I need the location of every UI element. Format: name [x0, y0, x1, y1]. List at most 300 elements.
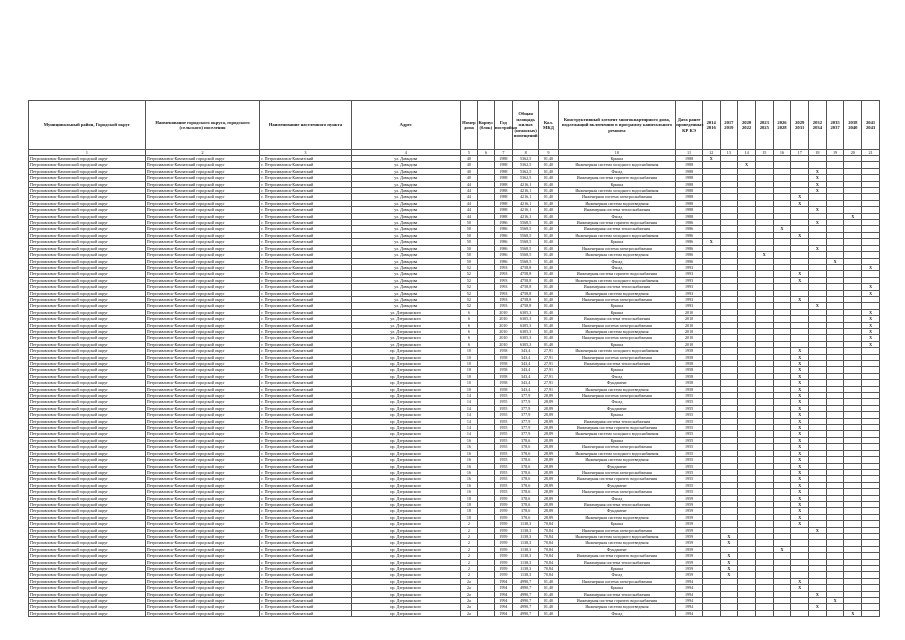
repair-mark: X [720, 533, 738, 539]
prev-repair-cell: 1955 [676, 469, 703, 475]
repair-mark: X [809, 175, 827, 181]
area-cell: 5568,5 [512, 258, 539, 264]
settlement-cell: г. Петропавловск-Камчатский [260, 162, 351, 168]
district-cell: Петропавловск-Камчатский городской округ [29, 514, 146, 520]
prev-repair-cell: 1994 [676, 578, 703, 584]
element-cell: Крыша [558, 181, 676, 187]
settlement-cell: г. Петропавловск-Камчатский [260, 546, 351, 552]
area-cell: 5568,5 [512, 245, 539, 251]
year-cell: 1955 [494, 476, 512, 482]
period-cell [862, 610, 880, 616]
repair-mark: X [862, 309, 880, 315]
municipality-cell: Петропавловск-Камчатский городской округ [145, 425, 260, 431]
mkd-cell: 27,91 [539, 367, 558, 373]
area-cell: 5568,5 [512, 226, 539, 232]
column-number: 19 [826, 150, 844, 156]
address-cell: пр. Дзержинского [351, 591, 460, 597]
municipality-cell: Петропавловск-Камчатский городской округ [145, 412, 260, 418]
house-cell: 16 [460, 476, 477, 482]
prev-repair-cell: 2010 [676, 328, 703, 334]
mkd-cell: 28,89 [539, 514, 558, 520]
district-cell: Петропавловск-Камчатский городской округ [29, 533, 146, 539]
municipality-cell: Петропавловск-Камчатский городской округ [145, 322, 260, 328]
address-cell: пр. Дзержинского [351, 412, 460, 418]
element-cell: Крыша [558, 521, 676, 527]
municipality-cell: Петропавловск-Камчатский городской округ [145, 367, 260, 373]
district-cell: Петропавловск-Камчатский городской округ [29, 373, 146, 379]
settlement-cell: г. Петропавловск-Камчатский [260, 328, 351, 334]
mkd-cell: 28,89 [539, 425, 558, 431]
column-number: 14 [738, 150, 756, 156]
prev-repair-cell: 1959 [676, 553, 703, 559]
municipality-cell: Петропавловск-Камчатский городской округ [145, 258, 260, 264]
prev-repair-cell: 2010 [676, 322, 703, 328]
address-cell: ул. Давыдова [351, 252, 460, 258]
repair-mark: X [862, 264, 880, 270]
year-cell: 1959 [494, 501, 512, 507]
municipality-cell: Петропавловск-Камчатский городской округ [145, 361, 260, 367]
settlement-cell: г. Петропавловск-Камчатский [260, 156, 351, 162]
repair-mark: X [862, 328, 880, 334]
mkd-cell: 70,84 [539, 559, 558, 565]
column-number: 13 [720, 150, 738, 156]
house-cell: 52 [460, 277, 477, 283]
mkd-cell: 01,40 [539, 341, 558, 347]
address-cell: ул. Дзержинского [351, 322, 460, 328]
period-cell [791, 610, 809, 616]
house-cell: 50 [460, 232, 477, 238]
year-cell: 1988 [494, 200, 512, 206]
column-number: 11 [676, 150, 703, 156]
mkd-cell: 01,40 [539, 271, 558, 277]
settlement-cell: г. Петропавловск-Камчатский [260, 303, 351, 309]
district-cell: Петропавловск-Камчатский городской округ [29, 431, 146, 437]
municipality-cell: Петропавловск-Камчатский городской округ [145, 418, 260, 424]
prev-repair-cell: 1993 [676, 271, 703, 277]
repair-mark: X [720, 559, 738, 565]
district-cell: Петропавловск-Камчатский городской округ [29, 252, 146, 258]
area-cell: 5568,5 [512, 232, 539, 238]
house-cell: 6 [460, 322, 477, 328]
municipality-cell: Петропавловск-Камчатский городской округ [145, 489, 260, 495]
element-cell: Фундамент [558, 482, 676, 488]
repair-mark: X [791, 501, 809, 507]
mkd-cell: 28,89 [539, 495, 558, 501]
element-cell: Инженерная система водоотведения [558, 328, 676, 334]
mkd-cell: 01,40 [539, 316, 558, 322]
municipality-cell: Петропавловск-Камчатский городской округ [145, 213, 260, 219]
settlement-cell: г. Петропавловск-Камчатский [260, 578, 351, 584]
year-cell: 1955 [494, 444, 512, 450]
repair-mark: X [791, 412, 809, 418]
element-cell: Крыша [558, 341, 676, 347]
mkd-cell: 28,89 [539, 393, 558, 399]
prev-repair-cell: 1959 [676, 533, 703, 539]
address-cell: ул. Давыдова [351, 277, 460, 283]
settlement-cell: г. Петропавловск-Камчатский [260, 418, 351, 424]
settlement-cell: г. Петропавловск-Камчатский [260, 220, 351, 226]
area-cell: 377,9 [512, 418, 539, 424]
prev-repair-cell: 1958 [676, 367, 703, 373]
house-cell: 50 [460, 239, 477, 245]
settlement-cell: г. Петропавловск-Камчатский [260, 489, 351, 495]
header-period-1: 2014 2016 [702, 101, 720, 150]
prev-repair-cell: 1988 [676, 168, 703, 174]
prev-repair-cell: 1993 [676, 277, 703, 283]
prev-repair-cell: 1959 [676, 508, 703, 514]
municipality-cell: Петропавловск-Камчатский городской округ [145, 264, 260, 270]
settlement-cell: г. Петропавловск-Камчатский [260, 469, 351, 475]
district-cell: Петропавловск-Камчатский городской округ [29, 489, 146, 495]
municipality-cell: Петропавловск-Камчатский городской округ [145, 540, 260, 546]
repair-mark: X [791, 380, 809, 386]
municipality-cell: Петропавловск-Камчатский городской округ [145, 316, 260, 322]
year-cell: 1958 [494, 361, 512, 367]
prev-repair-cell: 1988 [676, 207, 703, 213]
district-cell: Петропавловск-Камчатский городской округ [29, 303, 146, 309]
settlement-cell: г. Петропавловск-Камчатский [260, 540, 351, 546]
district-cell: Петропавловск-Камчатский городской округ [29, 296, 146, 302]
address-cell: ул. Давыдова [351, 296, 460, 302]
municipality-cell: Петропавловск-Камчатский городской округ [145, 245, 260, 251]
house-cell: 16 [460, 463, 477, 469]
prev-repair-cell: 1955 [676, 399, 703, 405]
district-cell: Петропавловск-Камчатский городской округ [29, 425, 146, 431]
area-cell: 5568,5 [512, 252, 539, 258]
settlement-cell: г. Петропавловск-Камчатский [260, 290, 351, 296]
element-cell: Крыша [558, 156, 676, 162]
element-cell: Фундамент [558, 463, 676, 469]
address-cell: пр. Дзержинского [351, 482, 460, 488]
address-cell: ул. Давыдова [351, 290, 460, 296]
header-municipality: Наименование городского округа, городского (сельского) поселения [145, 101, 260, 150]
settlement-cell: г. Петропавловск-Камчатский [260, 399, 351, 405]
period-cell [809, 610, 827, 616]
header-period-2: 2017 2019 [720, 101, 738, 150]
period-cell [702, 610, 720, 616]
district-cell: Петропавловск-Камчатский городской округ [29, 495, 146, 501]
municipality-cell: Петропавловск-Камчатский городской округ [145, 207, 260, 213]
prev-repair-cell: 1993 [676, 284, 703, 290]
settlement-cell: г. Петропавловск-Камчатский [260, 226, 351, 232]
district-cell: Петропавловск-Камчатский городской округ [29, 162, 146, 168]
repair-mark: X [791, 463, 809, 469]
area-cell: 378,6 [512, 482, 539, 488]
mkd-cell: 28,89 [539, 489, 558, 495]
district-cell: Петропавловск-Камчатский городской округ [29, 566, 146, 572]
year-cell: 1994 [494, 578, 512, 584]
settlement-cell: г. Петропавловск-Камчатский [260, 168, 351, 174]
settlement-cell: г. Петропавловск-Камчатский [260, 348, 351, 354]
settlement-cell: г. Петропавловск-Камчатский [260, 181, 351, 187]
settlement-cell: г. Петропавловск-Камчатский [260, 175, 351, 181]
district-cell: Петропавловск-Камчатский городской округ [29, 585, 146, 591]
mkd-cell: 01,40 [539, 181, 558, 187]
address-cell: ул. Давыдова [351, 303, 460, 309]
prev-repair-cell: 1986 [676, 245, 703, 251]
column-number: 10 [558, 150, 676, 156]
house-cell: 40 [460, 175, 477, 181]
repair-mark: X [862, 284, 880, 290]
year-cell: 1988 [494, 213, 512, 219]
prev-repair-cell: 1988 [676, 156, 703, 162]
year-cell: 2010 [494, 322, 512, 328]
year-cell: 1955 [494, 418, 512, 424]
area-cell: 4216,1 [512, 181, 539, 187]
header-row [29, 101, 880, 150]
repair-mark: X [809, 245, 827, 251]
address-cell: ул. Дзержинского [351, 335, 460, 341]
period-cell [773, 610, 791, 616]
mkd-cell: 70,84 [539, 566, 558, 572]
municipality-cell: Петропавловск-Камчатский городской округ [145, 437, 260, 443]
area-cell: 4758,8 [512, 290, 539, 296]
prev-repair-cell: 1955 [676, 489, 703, 495]
element-cell: Крыша [558, 585, 676, 591]
house-cell: 16 [460, 444, 477, 450]
house-cell: 44 [460, 181, 477, 187]
municipality-cell: Петропавловск-Камчатский городской округ [145, 463, 260, 469]
district-cell: Петропавловск-Камчатский городской округ [29, 168, 146, 174]
area-cell: 378,6 [512, 489, 539, 495]
house-cell: 14 [460, 425, 477, 431]
district-cell: Петропавловск-Камчатский городской округ [29, 457, 146, 463]
element-cell: Инженерная система электроснабжения [558, 194, 676, 200]
municipality-cell: Петропавловск-Камчатский городской округ [145, 290, 260, 296]
settlement-cell: г. Петропавловск-Камчатский [260, 296, 351, 302]
year-cell: 1955 [494, 482, 512, 488]
settlement-cell: г. Петропавловск-Камчатский [260, 277, 351, 283]
district-cell: Петропавловск-Камчатский городской округ [29, 207, 146, 213]
address-cell: пр. Дзержинского [351, 578, 460, 584]
district-cell: Петропавловск-Камчатский городской округ [29, 290, 146, 296]
municipality-cell: Петропавловск-Камчатский городской округ [145, 431, 260, 437]
year-cell: 1955 [494, 412, 512, 418]
settlement-cell: г. Петропавловск-Камчатский [260, 386, 351, 392]
element-cell: Инженерная система горячего водоснабжения [558, 220, 676, 226]
area-cell: 6305,3 [512, 335, 539, 341]
house-cell: 18 [460, 495, 477, 501]
municipality-cell: Петропавловск-Камчатский городской округ [145, 405, 260, 411]
address-cell: ул. Давыдова [351, 264, 460, 270]
mkd-cell: 01,40 [539, 220, 558, 226]
settlement-cell: г. Петропавловск-Камчатский [260, 553, 351, 559]
repair-mark: X [791, 457, 809, 463]
element-cell: Инженерная система холодного водоснабжения [558, 162, 676, 168]
house-cell: 16 [460, 482, 477, 488]
district-cell: Петропавловск-Камчатский городской округ [29, 309, 146, 315]
element-cell: Крыша [558, 437, 676, 443]
district-cell: Петропавловск-Камчатский городской округ [29, 226, 146, 232]
year-cell: 1988 [494, 188, 512, 194]
mkd-cell: 01,40 [539, 232, 558, 238]
municipality-cell: Петропавловск-Камчатский городской округ [145, 188, 260, 194]
mkd-cell: 01,40 [539, 591, 558, 597]
mkd-cell: 01,40 [539, 264, 558, 270]
settlement-cell: г. Петропавловск-Камчатский [260, 495, 351, 501]
area-cell: 377,9 [512, 399, 539, 405]
address-cell: пр. Дзержинского [351, 405, 460, 411]
address-cell: ул. Давыдова [351, 213, 460, 219]
repair-mark: X [862, 335, 880, 341]
municipality-cell: Петропавловск-Камчатский городской округ [145, 585, 260, 591]
repair-mark: X [862, 316, 880, 322]
period-cell [826, 610, 844, 616]
municipality-cell: Петропавловск-Камчатский городской округ [145, 162, 260, 168]
element-cell: Инженерная система водоотведения [558, 252, 676, 258]
address-cell: пр. Дзержинского [351, 508, 460, 514]
municipality-cell: Петропавловск-Камчатский городской округ [145, 527, 260, 533]
settlement-cell: г. Петропавловск-Камчатский [260, 258, 351, 264]
element-cell: Крыша [558, 566, 676, 572]
house-cell: 14 [460, 431, 477, 437]
address-cell: ул. Давыдова [351, 207, 460, 213]
repair-mark: X [809, 591, 827, 597]
area-cell: 6305,3 [512, 316, 539, 322]
house-cell: 2а [460, 585, 477, 591]
element-cell: Инженерная система горячего водоснабжения [558, 553, 676, 559]
mkd-cell: 01,40 [539, 290, 558, 296]
area-cell: 377,9 [512, 405, 539, 411]
column-number: 15 [755, 150, 773, 156]
house-cell: 10 [460, 348, 477, 354]
area-cell: 377,9 [512, 431, 539, 437]
municipality-cell: Петропавловск-Камчатский городской округ [145, 200, 260, 206]
prev-repair-cell: 1986 [676, 220, 703, 226]
address-cell: ул. Давыдова [351, 226, 460, 232]
area-cell: 1138,3 [512, 546, 539, 552]
settlement-cell: г. Петропавловск-Камчатский [260, 188, 351, 194]
year-cell: 1994 [494, 598, 512, 604]
prev-repair-cell: 1959 [676, 521, 703, 527]
element-cell: Инженерная система электроснабжения [558, 335, 676, 341]
element-cell: Инженерная система теплоснабжения [558, 418, 676, 424]
address-cell: пр. Дзержинского [351, 495, 460, 501]
municipality-cell: Петропавловск-Камчатский городской округ [145, 501, 260, 507]
repair-mark: X [791, 232, 809, 238]
district-cell: Петропавловск-Камчатский городской округ [29, 444, 146, 450]
settlement-cell: г. Петропавловск-Камчатский [260, 373, 351, 379]
house-cell: 44 [460, 207, 477, 213]
house-cell: 2 [460, 521, 477, 527]
area-cell: 4990,7 [512, 585, 539, 591]
address-cell: ул. Дзержинского [351, 309, 460, 315]
prev-repair-cell: 2010 [676, 335, 703, 341]
settlement-cell: г. Петропавловск-Камчатский [260, 316, 351, 322]
house-cell: 2 [460, 527, 477, 533]
mkd-cell: 01,40 [539, 245, 558, 251]
settlement-cell: г. Петропавловск-Камчатский [260, 405, 351, 411]
mkd-cell: 28,89 [539, 457, 558, 463]
prev-repair-cell: 1955 [676, 412, 703, 418]
area-cell: 6305,3 [512, 322, 539, 328]
element-cell: Инженерная система горячего водоснабжения [558, 476, 676, 482]
header-settlement: Наименование населенного пункта [260, 101, 351, 150]
mkd-cell: 28,89 [539, 412, 558, 418]
settlement-cell: г. Петропавловск-Камчатский [260, 207, 351, 213]
district-cell: Петропавловск-Камчатский городской округ [29, 482, 146, 488]
area-cell: 378,6 [512, 514, 539, 520]
element-cell: Инженерная система холодного водоснабжения [558, 431, 676, 437]
district-cell: Петропавловск-Камчатский городской округ [29, 393, 146, 399]
area-cell: 378,6 [512, 469, 539, 475]
repair-mark: X [862, 322, 880, 328]
municipality-cell: Петропавловск-Камчатский городской округ [145, 482, 260, 488]
prev-repair-cell: 1986 [676, 252, 703, 258]
mkd-cell: 27,91 [539, 348, 558, 354]
settlement-cell: г. Петропавловск-Камчатский [260, 393, 351, 399]
year-cell: 1955 [494, 405, 512, 411]
year-cell: 1988 [494, 156, 512, 162]
element-cell: Фасад [558, 399, 676, 405]
municipality-cell: Петропавловск-Камчатский городской округ [145, 476, 260, 482]
house-cell: 2а [460, 578, 477, 584]
address-cell: пр. Дзержинского [351, 598, 460, 604]
period-cell [738, 610, 756, 616]
district-cell: Петропавловск-Камчатский городской округ [29, 341, 146, 347]
element-cell: Инженерная система холодного водоснабжения [558, 533, 676, 539]
header-period-5: 2026 2028 [773, 101, 791, 150]
settlement-cell: г. Петропавловск-Камчатский [260, 252, 351, 258]
municipality-cell: Петропавловск-Камчатский городской округ [145, 380, 260, 386]
repair-mark: X [791, 194, 809, 200]
repair-mark: X [791, 277, 809, 283]
element-cell: Инженерная система теплоснабжения [558, 207, 676, 213]
address-cell: пр. Дзержинского [351, 501, 460, 507]
year-cell: 1994 [494, 591, 512, 597]
year-cell: 1988 [494, 194, 512, 200]
municipality-cell: Петропавловск-Камчатский городской округ [145, 220, 260, 226]
address-cell: пр. Дзержинского [351, 367, 460, 373]
house-cell: 2а [460, 598, 477, 604]
mkd-cell: 01,40 [539, 168, 558, 174]
year-cell: 2010 [494, 335, 512, 341]
repair-mark: X [791, 476, 809, 482]
element-cell: Инженерная система электроснабжения [558, 393, 676, 399]
prev-repair-cell: 1955 [676, 457, 703, 463]
prev-repair-cell: 1994 [676, 610, 703, 616]
header-period-3: 2020 2022 [738, 101, 756, 150]
table-row [29, 610, 880, 616]
municipality-cell: Петропавловск-Камчатский городской округ [145, 232, 260, 238]
address-cell: пр. Дзержинского [351, 380, 460, 386]
repair-mark: X [773, 546, 791, 552]
house-cell: 2а [460, 591, 477, 597]
year-cell: 1955 [494, 463, 512, 469]
element-cell: Инженерная система водоотведения [558, 514, 676, 520]
address-cell: ул. Давыдова [351, 194, 460, 200]
element-cell: Инженерная система водоотведения [558, 457, 676, 463]
settlement-cell: г. Петропавловск-Камчатский [260, 232, 351, 238]
address-cell: пр. Дзержинского [351, 399, 460, 405]
repair-mark: X [791, 431, 809, 437]
house-cell: 50 [460, 226, 477, 232]
municipality-cell: Петропавловск-Камчатский городской округ [145, 546, 260, 552]
area-cell: 6305,3 [512, 341, 539, 347]
element-cell: Инженерная система холодного водоснабжения [558, 232, 676, 238]
area-cell: 1138,3 [512, 572, 539, 578]
element-cell: Инженерная система электроснабжения [558, 489, 676, 495]
municipality-cell: Петропавловск-Камчатский городской округ [145, 393, 260, 399]
element-cell: Инженерная система горячего водоснабжения [558, 271, 676, 277]
element-cell: Инженерная система холодного водоснабжения [558, 188, 676, 194]
area-cell: 4990,7 [512, 604, 539, 610]
house-cell: 52 [460, 290, 477, 296]
repair-mark: X [791, 437, 809, 443]
district-cell: Петропавловск-Камчатский городской округ [29, 591, 146, 597]
prev-repair-cell: 1955 [676, 425, 703, 431]
year-cell: 1958 [494, 386, 512, 392]
